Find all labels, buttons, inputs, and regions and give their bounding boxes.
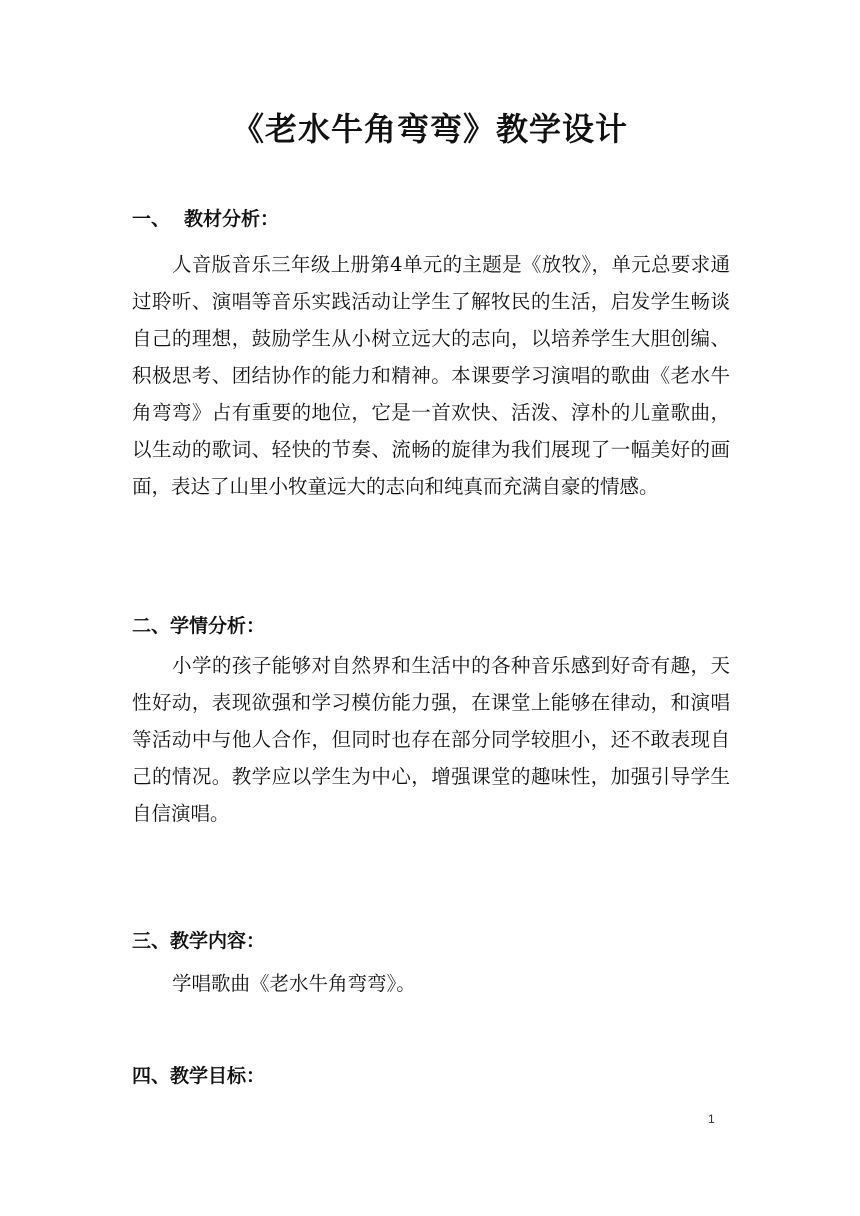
section-body-2: 小学的孩子能够对自然界和生活中的各种音乐感到好奇有趣，天性好动，表现欲强和学习模仿能力强，在课堂上能够在律动，和演唱等活动中与他人合作，但同时也存在部分同学较胆小，还不敢表现自己的情况。教学应以学生为中心，增强课堂的趣味性，加强引导学生自信演唱。 [132, 654, 730, 825]
page-number: 1 [708, 1112, 715, 1126]
section-heading-3: 三、教学内容： [132, 930, 266, 952]
section-heading-4: 四、教学目标： [132, 1065, 266, 1087]
section-body-1: 人音版音乐三年级上册第4单元的主题是《放牧》，单元总要求通过聆听、演唱等音乐实践活动让学生了解牧民的生活，启发学生畅谈自己的理想，鼓励学生从小树立远大的志向，以培养学生大胆创编、积极思考、团结协作的能力和精神。本课要学习演唱的歌曲《老水牛角弯弯》占有重要的地位，它是一首欢快、活泼、淳朴的儿童歌曲，以生动的歌词、轻快的节奏、流畅的旋律为我们展现了一幅美好的画面，表达了山里小牧童远大的志向和纯真而充满自豪的情感。 [132, 253, 730, 498]
section-body-3: 学唱歌曲《老水牛角弯弯》。 [172, 972, 416, 995]
section-heading-1 [132, 204, 279, 231]
section-heading-label-1: 教材分析： [184, 208, 280, 230]
document-title: 《老水牛角弯弯》教学设计 [231, 110, 628, 148]
section-heading-2: 二、学情分析： [132, 615, 266, 637]
section-number-1: 一、 [132, 208, 171, 230]
